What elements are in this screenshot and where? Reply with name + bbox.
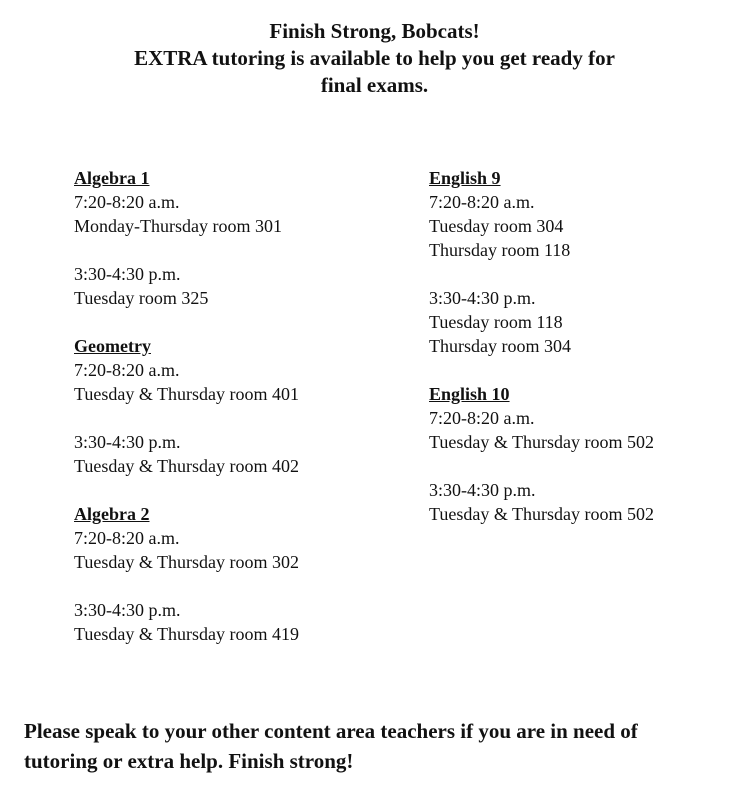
slot-room: Tuesday & Thursday room 402 — [74, 456, 299, 476]
time-slot-morning — [74, 358, 404, 406]
header-subtitle-continued: final exams. — [320, 73, 429, 97]
slot-room: Tuesday & Thursday room 302 — [74, 552, 299, 572]
subject-geometry — [74, 334, 404, 478]
slot-time: 7:20-8:20 a.m. — [74, 528, 180, 548]
slot-room: Tuesday & Thursday room 419 — [74, 624, 299, 644]
subject-algebra-2 — [74, 502, 404, 646]
subject-english-9 — [429, 166, 729, 358]
slot-room: Tuesday room 325 — [74, 288, 209, 308]
slot-room: Tuesday & Thursday room 502 — [429, 432, 654, 452]
slot-time: 3:30-4:30 p.m. — [74, 600, 181, 620]
subject-title: Algebra 2 — [74, 504, 150, 524]
slot-room: Tuesday & Thursday room 502 — [429, 504, 654, 524]
slot-room: Thursday room 118 — [429, 240, 571, 260]
time-slot-afternoon — [74, 262, 404, 310]
slot-time: 3:30-4:30 p.m. — [74, 264, 181, 284]
time-slot-morning — [74, 526, 404, 574]
time-slot-morning — [429, 190, 729, 262]
slot-room: Tuesday room 304 — [429, 216, 564, 236]
slot-time: 3:30-4:30 p.m. — [429, 480, 536, 500]
time-slot-afternoon — [74, 598, 404, 646]
left-schedule-column — [74, 166, 404, 646]
slot-time: 7:20-8:20 a.m. — [429, 408, 535, 428]
subject-title: Geometry — [74, 336, 151, 356]
flyer-header — [0, 18, 749, 99]
subject-algebra-1 — [74, 166, 404, 310]
slot-time: 7:20-8:20 a.m. — [74, 360, 180, 380]
time-slot-morning — [74, 190, 404, 238]
time-slot-afternoon — [429, 478, 729, 526]
subject-title: English 10 — [429, 384, 510, 404]
slot-time: 7:20-8:20 a.m. — [429, 192, 535, 212]
time-slot-afternoon — [74, 430, 404, 478]
subject-english-10 — [429, 382, 729, 526]
right-schedule-column — [429, 166, 729, 526]
subject-title: English 9 — [429, 168, 501, 188]
header-title: Finish Strong, Bobcats! — [269, 19, 480, 43]
header-subtitle: EXTRA tutoring is available to help you get ready for — [134, 46, 615, 70]
footer-line: Please speak to your other content area teachers if you are in need of — [24, 719, 638, 743]
slot-time: 7:20-8:20 a.m. — [74, 192, 180, 212]
flyer-footer — [24, 716, 734, 776]
slot-time: 3:30-4:30 p.m. — [74, 432, 181, 452]
time-slot-afternoon — [429, 286, 729, 358]
subject-title: Algebra 1 — [74, 168, 150, 188]
time-slot-morning — [429, 406, 729, 454]
slot-room: Thursday room 304 — [429, 336, 571, 356]
slot-room: Tuesday & Thursday room 401 — [74, 384, 299, 404]
slot-room: Monday-Thursday room 301 — [74, 216, 282, 236]
footer-line: tutoring or extra help. Finish strong! — [24, 749, 354, 773]
slot-time: 3:30-4:30 p.m. — [429, 288, 536, 308]
slot-room: Tuesday room 118 — [429, 312, 563, 332]
